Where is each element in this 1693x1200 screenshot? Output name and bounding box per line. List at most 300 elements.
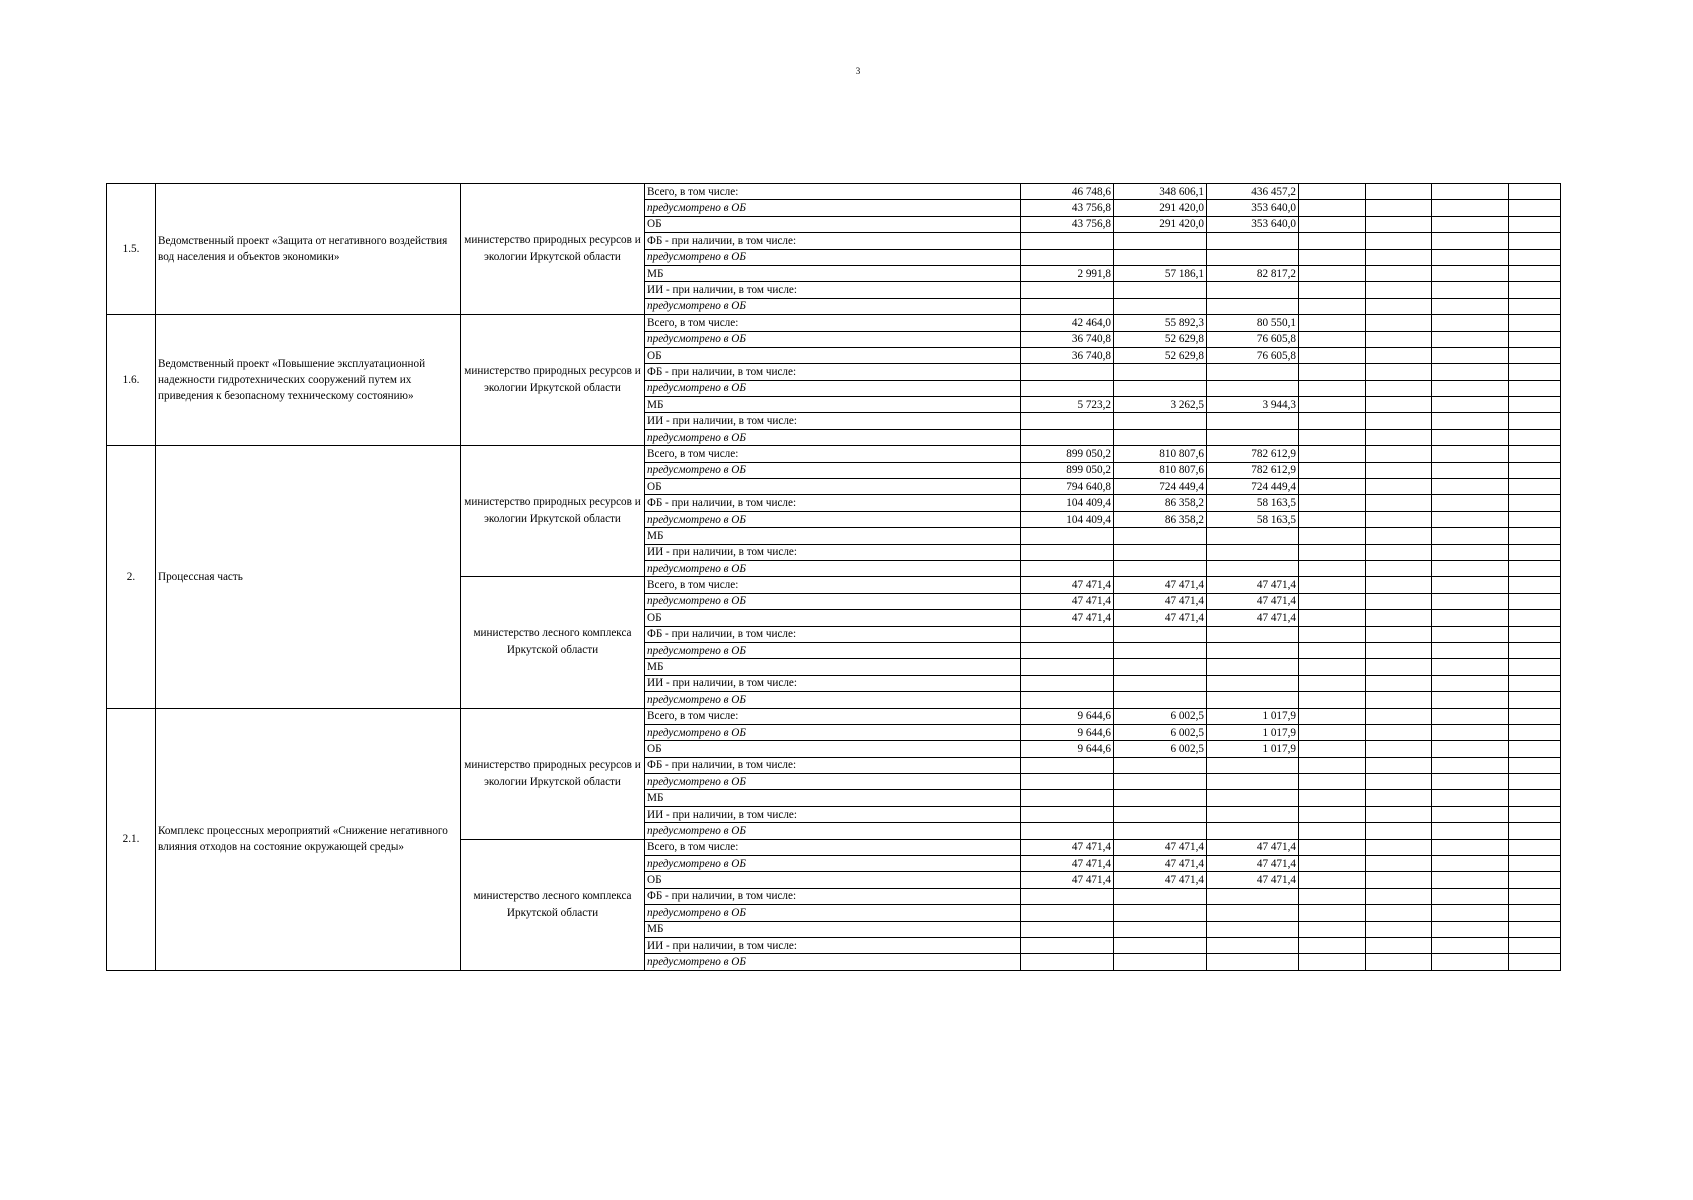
amount-cell: [1021, 692, 1114, 708]
empty-cell: [1432, 446, 1509, 462]
empty-cell: [1432, 298, 1509, 314]
amount-cell: 47 471,4: [1021, 593, 1114, 609]
amount-cell: [1114, 774, 1207, 790]
amount-cell: 782 612,9: [1207, 446, 1299, 462]
empty-cell: [1432, 872, 1509, 888]
empty-cell: [1432, 249, 1509, 265]
amount-cell: 1 017,9: [1207, 724, 1299, 740]
empty-cell: [1299, 659, 1366, 675]
amount-cell: 1 017,9: [1207, 741, 1299, 757]
empty-cell: [1432, 560, 1509, 576]
funding-source-label: ИИ - при наличии, в том числе:: [645, 544, 1021, 560]
amount-cell: [1207, 249, 1299, 265]
empty-cell: [1299, 331, 1366, 347]
amount-cell: [1114, 249, 1207, 265]
empty-cell: [1432, 724, 1509, 740]
budget-table: [106, 183, 1561, 971]
amount-cell: [1207, 757, 1299, 773]
empty-cell: [1366, 839, 1432, 855]
section-title: Ведомственный проект «Повышение эксплуатационной надежности гидротехнических сооружений путем их приведения к безопасному техническому состоянию»: [156, 315, 461, 446]
amount-cell: [1114, 757, 1207, 773]
amount-cell: 899 050,2: [1021, 462, 1114, 478]
amount-cell: 86 358,2: [1114, 511, 1207, 527]
empty-cell: [1299, 429, 1366, 445]
amount-cell: [1021, 888, 1114, 904]
empty-cell: [1509, 216, 1561, 232]
empty-cell: [1366, 462, 1432, 478]
empty-cell: [1509, 249, 1561, 265]
amount-cell: [1021, 675, 1114, 691]
funding-source-label: Всего, в том числе:: [645, 708, 1021, 724]
amount-cell: [1207, 823, 1299, 839]
empty-cell: [1299, 184, 1366, 200]
funding-source-label: предусмотрено в ОБ: [645, 823, 1021, 839]
empty-cell: [1432, 397, 1509, 413]
empty-cell: [1299, 495, 1366, 511]
amount-cell: [1207, 528, 1299, 544]
empty-cell: [1432, 937, 1509, 953]
empty-cell: [1432, 757, 1509, 773]
amount-cell: 5 723,2: [1021, 397, 1114, 413]
empty-cell: [1366, 364, 1432, 380]
empty-cell: [1509, 462, 1561, 478]
amount-cell: 46 748,6: [1021, 184, 1114, 200]
amount-cell: [1207, 233, 1299, 249]
empty-cell: [1509, 626, 1561, 642]
empty-cell: [1366, 413, 1432, 429]
amount-cell: 436 457,2: [1207, 184, 1299, 200]
amount-cell: [1114, 413, 1207, 429]
empty-cell: [1509, 560, 1561, 576]
empty-cell: [1509, 265, 1561, 281]
empty-cell: [1432, 511, 1509, 527]
empty-cell: [1509, 364, 1561, 380]
empty-cell: [1299, 724, 1366, 740]
empty-cell: [1432, 528, 1509, 544]
empty-cell: [1432, 364, 1509, 380]
amount-cell: [1021, 364, 1114, 380]
empty-cell: [1366, 937, 1432, 953]
empty-cell: [1509, 610, 1561, 626]
amount-cell: [1021, 905, 1114, 921]
empty-cell: [1366, 774, 1432, 790]
amount-cell: [1114, 888, 1207, 904]
empty-cell: [1366, 528, 1432, 544]
amount-cell: 6 002,5: [1114, 741, 1207, 757]
amount-cell: 82 817,2: [1207, 265, 1299, 281]
amount-cell: [1114, 626, 1207, 642]
amount-cell: 47 471,4: [1021, 839, 1114, 855]
funding-source-label: предусмотрено в ОБ: [645, 200, 1021, 216]
empty-cell: [1509, 642, 1561, 658]
funding-source-label: предусмотрено в ОБ: [645, 511, 1021, 527]
amount-cell: [1021, 806, 1114, 822]
empty-cell: [1366, 233, 1432, 249]
empty-cell: [1509, 347, 1561, 363]
amount-cell: [1021, 774, 1114, 790]
empty-cell: [1432, 774, 1509, 790]
amount-cell: [1207, 905, 1299, 921]
empty-cell: [1366, 905, 1432, 921]
empty-cell: [1366, 331, 1432, 347]
amount-cell: 52 629,8: [1114, 347, 1207, 363]
empty-cell: [1509, 511, 1561, 527]
funding-source-label: предусмотрено в ОБ: [645, 724, 1021, 740]
empty-cell: [1366, 380, 1432, 396]
empty-cell: [1509, 708, 1561, 724]
empty-cell: [1366, 741, 1432, 757]
amount-cell: [1207, 642, 1299, 658]
empty-cell: [1299, 593, 1366, 609]
amount-cell: 52 629,8: [1114, 331, 1207, 347]
empty-cell: [1432, 741, 1509, 757]
empty-cell: [1509, 233, 1561, 249]
empty-cell: [1509, 921, 1561, 937]
amount-cell: [1021, 429, 1114, 445]
empty-cell: [1299, 774, 1366, 790]
empty-cell: [1509, 282, 1561, 298]
amount-cell: 80 550,1: [1207, 315, 1299, 331]
amount-cell: [1021, 937, 1114, 953]
amount-cell: [1114, 921, 1207, 937]
amount-cell: 47 471,4: [1114, 872, 1207, 888]
amount-cell: [1021, 249, 1114, 265]
empty-cell: [1432, 921, 1509, 937]
empty-cell: [1366, 790, 1432, 806]
amount-cell: [1021, 823, 1114, 839]
funding-source-label: предусмотрено в ОБ: [645, 642, 1021, 658]
empty-cell: [1299, 937, 1366, 953]
amount-cell: 782 612,9: [1207, 462, 1299, 478]
empty-cell: [1366, 511, 1432, 527]
empty-cell: [1509, 790, 1561, 806]
empty-cell: [1299, 364, 1366, 380]
empty-cell: [1366, 626, 1432, 642]
empty-cell: [1432, 577, 1509, 593]
funding-source-label: Всего, в том числе:: [645, 184, 1021, 200]
funding-source-label: ОБ: [645, 741, 1021, 757]
funding-source-label: предусмотрено в ОБ: [645, 905, 1021, 921]
amount-cell: 6 002,5: [1114, 724, 1207, 740]
amount-cell: [1021, 659, 1114, 675]
amount-cell: [1114, 823, 1207, 839]
amount-cell: 57 186,1: [1114, 265, 1207, 281]
amount-cell: [1114, 806, 1207, 822]
empty-cell: [1299, 708, 1366, 724]
funding-source-label: ИИ - при наличии, в том числе:: [645, 806, 1021, 822]
amount-cell: 1 017,9: [1207, 708, 1299, 724]
section-code: 1.6.: [107, 315, 156, 446]
empty-cell: [1509, 331, 1561, 347]
funding-source-label: ИИ - при наличии, в том числе:: [645, 937, 1021, 953]
amount-cell: [1207, 282, 1299, 298]
amount-cell: 794 640,8: [1021, 479, 1114, 495]
amount-cell: [1114, 560, 1207, 576]
amount-cell: [1207, 364, 1299, 380]
funding-source-label: ИИ - при наличии, в том числе:: [645, 675, 1021, 691]
empty-cell: [1366, 806, 1432, 822]
funding-source-label: предусмотрено в ОБ: [645, 856, 1021, 872]
amount-cell: 58 163,5: [1207, 495, 1299, 511]
table-row: [107, 446, 1561, 462]
empty-cell: [1432, 216, 1509, 232]
amount-cell: [1114, 544, 1207, 560]
empty-cell: [1366, 347, 1432, 363]
amount-cell: 353 640,0: [1207, 216, 1299, 232]
amount-cell: 47 471,4: [1114, 856, 1207, 872]
empty-cell: [1432, 954, 1509, 970]
empty-cell: [1509, 856, 1561, 872]
funding-source-label: ФБ - при наличии, в том числе:: [645, 626, 1021, 642]
empty-cell: [1299, 479, 1366, 495]
empty-cell: [1432, 790, 1509, 806]
amount-cell: 3 262,5: [1114, 397, 1207, 413]
amount-cell: 76 605,8: [1207, 347, 1299, 363]
empty-cell: [1299, 233, 1366, 249]
empty-cell: [1509, 479, 1561, 495]
table-row: [107, 184, 1561, 200]
funding-source-label: ФБ - при наличии, в том числе:: [645, 888, 1021, 904]
empty-cell: [1366, 298, 1432, 314]
amount-cell: [1207, 774, 1299, 790]
amount-cell: 899 050,2: [1021, 446, 1114, 462]
amount-cell: [1114, 364, 1207, 380]
empty-cell: [1432, 282, 1509, 298]
empty-cell: [1432, 331, 1509, 347]
empty-cell: [1509, 593, 1561, 609]
amount-cell: 6 002,5: [1114, 708, 1207, 724]
amount-cell: 9 644,6: [1021, 708, 1114, 724]
responsible-org: министерство природных ресурсов и экологии Иркутской области: [461, 184, 645, 315]
amount-cell: [1021, 757, 1114, 773]
empty-cell: [1509, 200, 1561, 216]
amount-cell: [1114, 282, 1207, 298]
empty-cell: [1366, 446, 1432, 462]
section-title: Комплекс процессных мероприятий «Снижение негативного влияния отходов на состояние окружающей среды»: [156, 708, 461, 970]
funding-source-label: ФБ - при наличии, в том числе:: [645, 495, 1021, 511]
funding-source-label: предусмотрено в ОБ: [645, 429, 1021, 445]
empty-cell: [1432, 905, 1509, 921]
amount-cell: 810 807,6: [1114, 446, 1207, 462]
funding-source-label: ФБ - при наличии, в том числе:: [645, 364, 1021, 380]
empty-cell: [1299, 265, 1366, 281]
amount-cell: [1207, 806, 1299, 822]
amount-cell: [1114, 380, 1207, 396]
funding-source-label: ОБ: [645, 610, 1021, 626]
amount-cell: [1207, 692, 1299, 708]
amount-cell: 47 471,4: [1114, 593, 1207, 609]
empty-cell: [1299, 905, 1366, 921]
empty-cell: [1509, 577, 1561, 593]
empty-cell: [1432, 839, 1509, 855]
empty-cell: [1366, 659, 1432, 675]
amount-cell: 9 644,6: [1021, 724, 1114, 740]
empty-cell: [1432, 806, 1509, 822]
amount-cell: 86 358,2: [1114, 495, 1207, 511]
funding-source-label: ФБ - при наличии, в том числе:: [645, 757, 1021, 773]
empty-cell: [1509, 380, 1561, 396]
amount-cell: 58 163,5: [1207, 511, 1299, 527]
funding-source-label: предусмотрено в ОБ: [645, 774, 1021, 790]
empty-cell: [1299, 610, 1366, 626]
empty-cell: [1366, 823, 1432, 839]
amount-cell: 47 471,4: [1021, 856, 1114, 872]
amount-cell: [1207, 675, 1299, 691]
funding-source-label: предусмотрено в ОБ: [645, 593, 1021, 609]
amount-cell: 47 471,4: [1114, 610, 1207, 626]
amount-cell: [1207, 544, 1299, 560]
amount-cell: 36 740,8: [1021, 331, 1114, 347]
amount-cell: 47 471,4: [1207, 593, 1299, 609]
table-row: [107, 315, 1561, 331]
empty-cell: [1509, 397, 1561, 413]
amount-cell: [1114, 298, 1207, 314]
amount-cell: [1114, 659, 1207, 675]
amount-cell: 43 756,8: [1021, 216, 1114, 232]
empty-cell: [1366, 495, 1432, 511]
empty-cell: [1299, 528, 1366, 544]
empty-cell: [1366, 479, 1432, 495]
amount-cell: [1021, 560, 1114, 576]
amount-cell: [1114, 675, 1207, 691]
amount-cell: 724 449,4: [1114, 479, 1207, 495]
amount-cell: 47 471,4: [1207, 856, 1299, 872]
empty-cell: [1299, 200, 1366, 216]
empty-cell: [1366, 675, 1432, 691]
empty-cell: [1366, 921, 1432, 937]
empty-cell: [1299, 741, 1366, 757]
funding-source-label: ОБ: [645, 347, 1021, 363]
amount-cell: [1207, 888, 1299, 904]
amount-cell: 353 640,0: [1207, 200, 1299, 216]
empty-cell: [1366, 708, 1432, 724]
empty-cell: [1432, 675, 1509, 691]
amount-cell: 291 420,0: [1114, 216, 1207, 232]
empty-cell: [1299, 298, 1366, 314]
amount-cell: [1021, 380, 1114, 396]
empty-cell: [1299, 856, 1366, 872]
amount-cell: 47 471,4: [1114, 577, 1207, 593]
empty-cell: [1366, 397, 1432, 413]
amount-cell: 76 605,8: [1207, 331, 1299, 347]
empty-cell: [1509, 757, 1561, 773]
amount-cell: [1114, 233, 1207, 249]
amount-cell: [1114, 954, 1207, 970]
responsible-org: министерство природных ресурсов и экологии Иркутской области: [461, 708, 645, 839]
funding-source-label: ИИ - при наличии, в том числе:: [645, 282, 1021, 298]
empty-cell: [1299, 692, 1366, 708]
amount-cell: [1207, 560, 1299, 576]
empty-cell: [1432, 429, 1509, 445]
funding-source-label: ОБ: [645, 479, 1021, 495]
empty-cell: [1366, 954, 1432, 970]
page-number: 3: [855, 66, 861, 76]
amount-cell: 36 740,8: [1021, 347, 1114, 363]
empty-cell: [1366, 216, 1432, 232]
funding-source-label: ФБ - при наличии, в том числе:: [645, 233, 1021, 249]
amount-cell: [1207, 937, 1299, 953]
funding-source-label: МБ: [645, 659, 1021, 675]
empty-cell: [1366, 184, 1432, 200]
empty-cell: [1299, 511, 1366, 527]
empty-cell: [1509, 659, 1561, 675]
funding-source-label: предусмотрено в ОБ: [645, 560, 1021, 576]
empty-cell: [1366, 593, 1432, 609]
empty-cell: [1509, 429, 1561, 445]
empty-cell: [1299, 888, 1366, 904]
funding-source-label: предусмотрено в ОБ: [645, 692, 1021, 708]
empty-cell: [1509, 823, 1561, 839]
section-title: Процессная часть: [156, 446, 461, 708]
funding-source-label: предусмотрено в ОБ: [645, 380, 1021, 396]
amount-cell: [1021, 282, 1114, 298]
empty-cell: [1509, 806, 1561, 822]
empty-cell: [1509, 774, 1561, 790]
amount-cell: 724 449,4: [1207, 479, 1299, 495]
funding-source-label: предусмотрено в ОБ: [645, 249, 1021, 265]
empty-cell: [1299, 839, 1366, 855]
empty-cell: [1299, 560, 1366, 576]
amount-cell: [1114, 429, 1207, 445]
empty-cell: [1432, 823, 1509, 839]
amount-cell: [1114, 692, 1207, 708]
amount-cell: [1114, 790, 1207, 806]
amount-cell: [1021, 413, 1114, 429]
amount-cell: 47 471,4: [1207, 610, 1299, 626]
empty-cell: [1366, 872, 1432, 888]
responsible-org: министерство природных ресурсов и экологии Иркутской области: [461, 446, 645, 577]
empty-cell: [1299, 544, 1366, 560]
amount-cell: [1207, 626, 1299, 642]
empty-cell: [1432, 659, 1509, 675]
empty-cell: [1509, 937, 1561, 953]
funding-source-label: МБ: [645, 921, 1021, 937]
amount-cell: 47 471,4: [1021, 577, 1114, 593]
funding-source-label: Всего, в том числе:: [645, 446, 1021, 462]
empty-cell: [1366, 544, 1432, 560]
funding-source-label: Всего, в том числе:: [645, 577, 1021, 593]
amount-cell: [1021, 790, 1114, 806]
empty-cell: [1509, 315, 1561, 331]
empty-cell: [1366, 577, 1432, 593]
empty-cell: [1366, 265, 1432, 281]
amount-cell: 3 944,3: [1207, 397, 1299, 413]
funding-source-label: предусмотрено в ОБ: [645, 298, 1021, 314]
empty-cell: [1432, 233, 1509, 249]
funding-source-label: ИИ - при наличии, в том числе:: [645, 413, 1021, 429]
amount-cell: [1207, 298, 1299, 314]
empty-cell: [1509, 724, 1561, 740]
empty-cell: [1509, 544, 1561, 560]
empty-cell: [1299, 806, 1366, 822]
empty-cell: [1366, 757, 1432, 773]
empty-cell: [1432, 184, 1509, 200]
funding-source-label: Всего, в том числе:: [645, 839, 1021, 855]
amount-cell: [1207, 413, 1299, 429]
empty-cell: [1299, 446, 1366, 462]
amount-cell: [1021, 544, 1114, 560]
empty-cell: [1509, 692, 1561, 708]
empty-cell: [1299, 757, 1366, 773]
empty-cell: [1366, 560, 1432, 576]
empty-cell: [1366, 724, 1432, 740]
empty-cell: [1366, 692, 1432, 708]
empty-cell: [1509, 446, 1561, 462]
empty-cell: [1299, 282, 1366, 298]
amount-cell: 47 471,4: [1207, 872, 1299, 888]
empty-cell: [1432, 380, 1509, 396]
amount-cell: 42 464,0: [1021, 315, 1114, 331]
